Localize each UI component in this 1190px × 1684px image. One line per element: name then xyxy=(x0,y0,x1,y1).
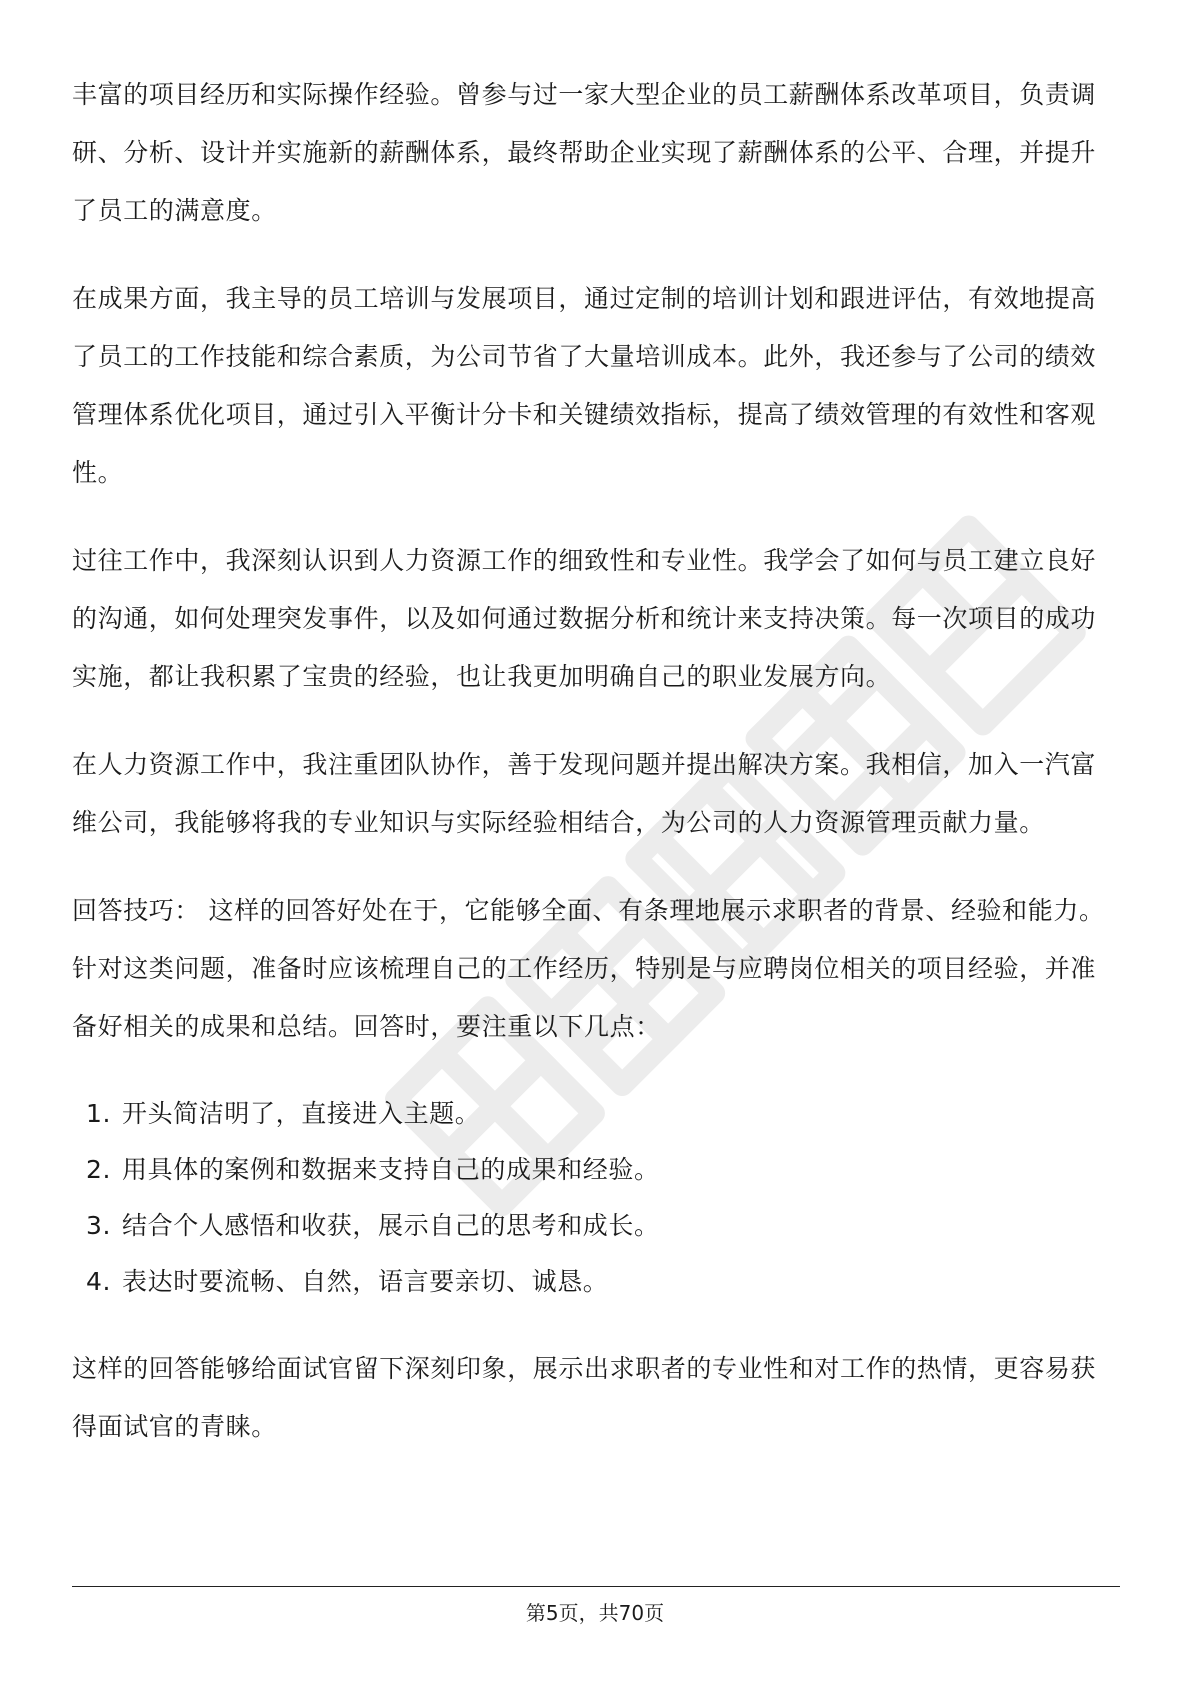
list-item xyxy=(72,1254,1120,1310)
list-item xyxy=(72,1086,1120,1142)
list-item-number: 1. xyxy=(86,1099,112,1128)
list-item-text: 用具体的案例和数据来支持自己的成果和经验。 xyxy=(122,1155,660,1184)
tips-list xyxy=(72,1086,1120,1310)
list-item-number: 2. xyxy=(86,1155,112,1184)
paragraph-project-experience: 丰富的项目经历和实际操作经验。曾参与过一家大型企业的员工薪酬体系改革项目，负责调研、分析、设计并实施新的薪酬体系，最终帮助企业实现了薪酬体系的公平、合理，并提升了员工的满意度。 xyxy=(72,80,1097,225)
list-item xyxy=(72,1142,1120,1198)
list-item-number: 4. xyxy=(86,1267,112,1296)
list-item-number: 3. xyxy=(86,1211,112,1240)
document-body xyxy=(72,66,1120,1486)
paragraph-teamwork: 在人力资源工作中，我注重团队协作，善于发现问题并提出解决方案。我相信，加入一汽富维公司，我能够将我的专业知识与实际经验相结合，为公司的人力资源管理贡献力量。 xyxy=(72,750,1097,837)
paragraph-answer-tips: 回答技巧： 这样的回答好处在于，它能够全面、有条理地展示求职者的背景、经验和能力。针对这类问题，准备时应该梳理自己的工作经历，特别是与应聘岗位相关的项目经验，并准备好相关的成果和总结。回答时，要注重以下几点： xyxy=(72,896,1105,1041)
paragraph-lessons: 过往工作中，我深刻认识到人力资源工作的细致性和专业性。我学会了如何与员工建立良好的沟通，如何处理突发事件，以及如何通过数据分析和统计来支持决策。每一次项目的成功实施，都让我积累了宝贵的经验，也让我更加明确自己的职业发展方向。 xyxy=(72,546,1097,691)
list-item-text: 表达时要流畅、自然，语言要亲切、诚恳。 xyxy=(122,1267,609,1296)
list-item xyxy=(72,1198,1120,1254)
list-item-text: 结合个人感悟和收获，展示自己的思考和成长。 xyxy=(122,1211,660,1240)
paragraph-closing: 这样的回答能够给面试官留下深刻印象，展示出求职者的专业性和对工作的热情，更容易获得面试官的青睐。 xyxy=(72,1354,1097,1441)
paragraph-achievements: 在成果方面，我主导的员工培训与发展项目，通过定制的培训计划和跟进评估，有效地提高了员工的工作技能和综合素质，为公司节省了大量培训成本。此外，我还参与了公司的绩效管理体系优化项目，通过引入平衡计分卡和关键绩效指标，提高了绩效管理的有效性和客观性。 xyxy=(72,284,1097,487)
list-item-text: 开头简洁明了，直接进入主题。 xyxy=(122,1099,481,1128)
footer-divider xyxy=(72,1586,1120,1587)
page-number: 第5页，共70页 xyxy=(525,1601,665,1625)
